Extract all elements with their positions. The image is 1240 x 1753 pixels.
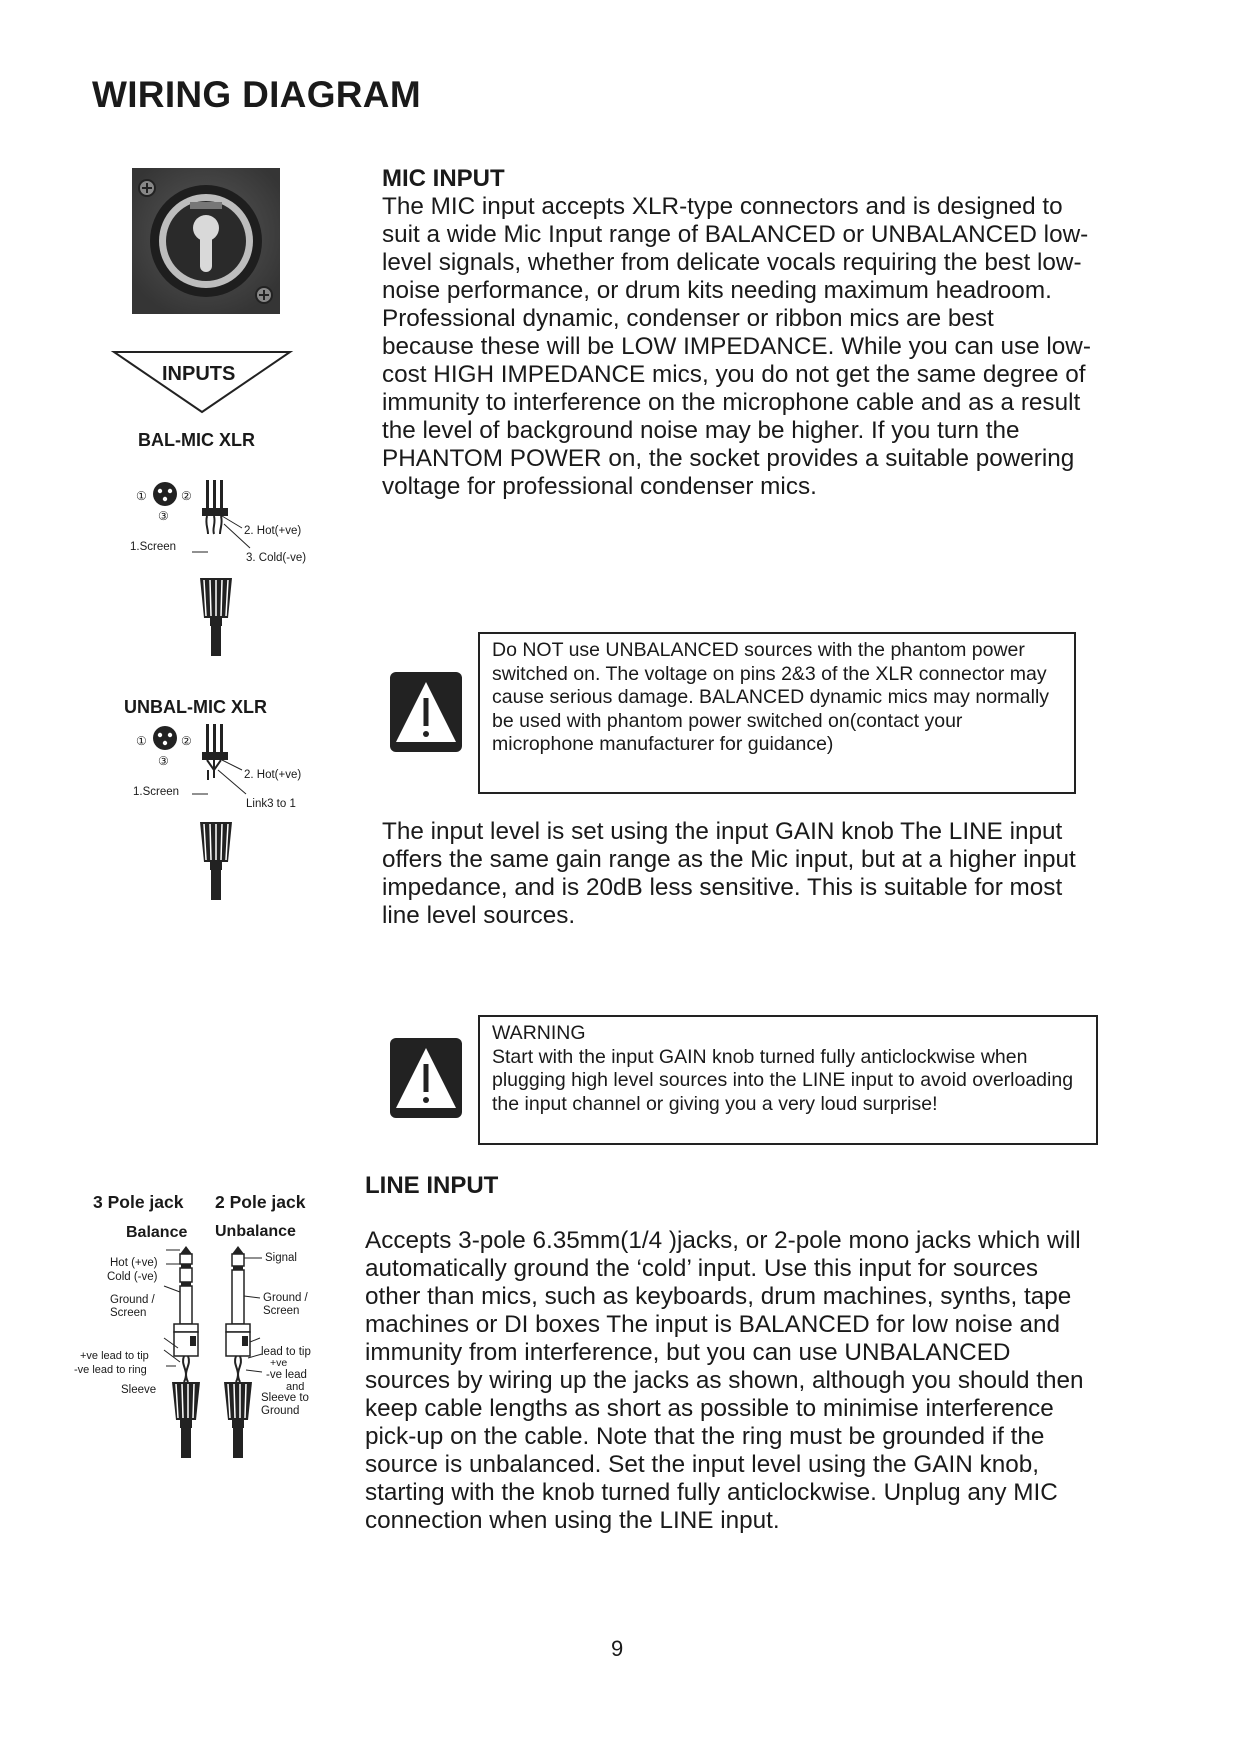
bal-pin1-label: ①: [136, 489, 147, 503]
phantom-warning-box: [478, 632, 1076, 794]
unbal-xlr-title: UNBAL-MIC XLR: [124, 697, 267, 717]
bal-pin2-label: ②: [181, 489, 192, 503]
unbal-screen-label: 1.Screen: [133, 786, 180, 798]
unbal-pin1-label: ①: [136, 734, 147, 748]
inputs-label: INPUTS: [162, 363, 236, 385]
unbal-hot-label: 2. Hot(+ve): [244, 769, 302, 781]
warning-triangle-icon: [390, 1038, 462, 1118]
line-input-heading: LINE INPUT: [365, 1172, 499, 1199]
mic-input-heading: MIC INPUT: [382, 165, 505, 192]
bal-xlr-title: BAL-MIC XLR: [138, 430, 255, 450]
warning-triangle-icon: [390, 672, 462, 752]
jack3-ground-label: Ground /: [110, 1294, 155, 1306]
input-level-paragraph: The input level is set using the input GAIN knob The LINE input offers the same gain range as the Mic input, but at a higher input impedance, and is 20dB less sensitive. This is suitable for most line level sources.: [382, 818, 1076, 929]
jack2-ground-label: Ground /: [263, 1292, 308, 1304]
bal-screen-label: 1.Screen: [130, 541, 177, 553]
jack2-signal-label: Signal: [265, 1252, 297, 1264]
mic-input-paragraph: The MIC input accepts XLR-type connectors and is designed to suit a wide Mic Input range of BALANCED or UNBALANCED low-level signals, whether from delicate vocals requiring the best low-noise performance, or drum kits needing maximum headroom. Professional dynamic, condenser or ribbon mics are best because these will be LOW IMPEDANCE. While you can use low-cost HIGH IMPEDANCE mics, you do not get the same degree of immunity to interference on the microphone cable and as a result the level of background noise may be higher. If you turn the PHANTOM POWER on, the socket provides a suitable powering voltage for professional condenser mics.: [382, 193, 1091, 500]
jack3-cold-label: Cold (-ve): [107, 1271, 158, 1283]
jack3-sleeve-label: Sleeve: [121, 1384, 157, 1396]
unbal-pin3-label: ③: [158, 754, 169, 768]
jack3-ring-label: -ve lead to ring: [74, 1364, 147, 1376]
jack2-ground2-label: Ground: [261, 1405, 300, 1417]
jack3-tip-label: +ve lead to tip: [80, 1350, 149, 1362]
unbal-link-label: Link3 to 1: [246, 798, 296, 810]
jack3-title: 3 Pole jack: [93, 1192, 184, 1212]
phantom-warning-text: Do NOT use UNBALANCED sources with the phantom power switched on. The voltage on pins 2&3 of the XLR connector may cause serious damage. BALANCED dynamic mics may normally be used with phantom power switched on(contact your microphone manufacturer for guidance): [492, 639, 1050, 755]
input-level-text: [382, 818, 1092, 930]
page-number: 9: [611, 1636, 624, 1661]
combo-connector-photo: [132, 168, 280, 314]
jack3-hot-label: Hot (+ve): [110, 1257, 158, 1269]
gain-warning-text: Start with the input GAIN knob turned fully anticlockwise when plugging high level sources into the LINE input to avoid overloading the input channel or giving you a very loud surprise!: [492, 1045, 1074, 1115]
bal-pin3-label: ③: [158, 509, 169, 523]
jack2-subtitle: Unbalance: [215, 1223, 296, 1240]
unbal-pin2-label: ②: [181, 734, 192, 748]
jack2-positive-label: +ve: [270, 1357, 288, 1369]
bal-cold-label: 3. Cold(-ve): [246, 552, 307, 564]
jack3-subtitle: Balance: [126, 1224, 188, 1241]
jack2-title: 2 Pole jack: [215, 1192, 306, 1212]
jack3-screen-label: Screen: [110, 1307, 147, 1319]
bal-xlr-wiring-diagram: [150, 478, 310, 658]
bal-hot-label: 2. Hot(+ve): [244, 525, 302, 537]
line-input-paragraph: Accepts 3-pole 6.35mm(1/4 )jacks, or 2-pole mono jacks which will automatically ground the ‘cold’ input. Use this input for sources other than mics, such as keyboards, drum machines, synths, tape machines or DI boxes The input is BALANCED for low noise and immunity from interference, but you can use UNBALANCED sources by wiring up the jacks as shown, although you should then keep cable lengths as short as possible to minimise interference pick-up on the cable. Note that the ring must be grounded if the source is unbalanced. Set the input level using the GAIN knob, starting with the knob turned fully anticlockwise. Unplug any MIC connection when using the LINE input.: [365, 1227, 1084, 1534]
unbal-xlr-wiring-diagram: [150, 722, 310, 902]
jack2-and-label: and: [286, 1381, 305, 1393]
jack2-sleeve-label: Sleeve to: [261, 1392, 309, 1404]
jack2-screen-label: Screen: [263, 1305, 300, 1317]
line-input-text: [365, 1227, 1095, 1535]
mic-input-text: [382, 193, 1092, 501]
jack2-negative-label: -ve lead: [266, 1369, 307, 1381]
page-title: WIRING DIAGRAM: [92, 74, 421, 115]
gain-warning-title: WARNING: [492, 1022, 586, 1044]
jack2-tip-label: lead to tip: [261, 1346, 311, 1358]
gain-warning-box: [478, 1015, 1098, 1145]
